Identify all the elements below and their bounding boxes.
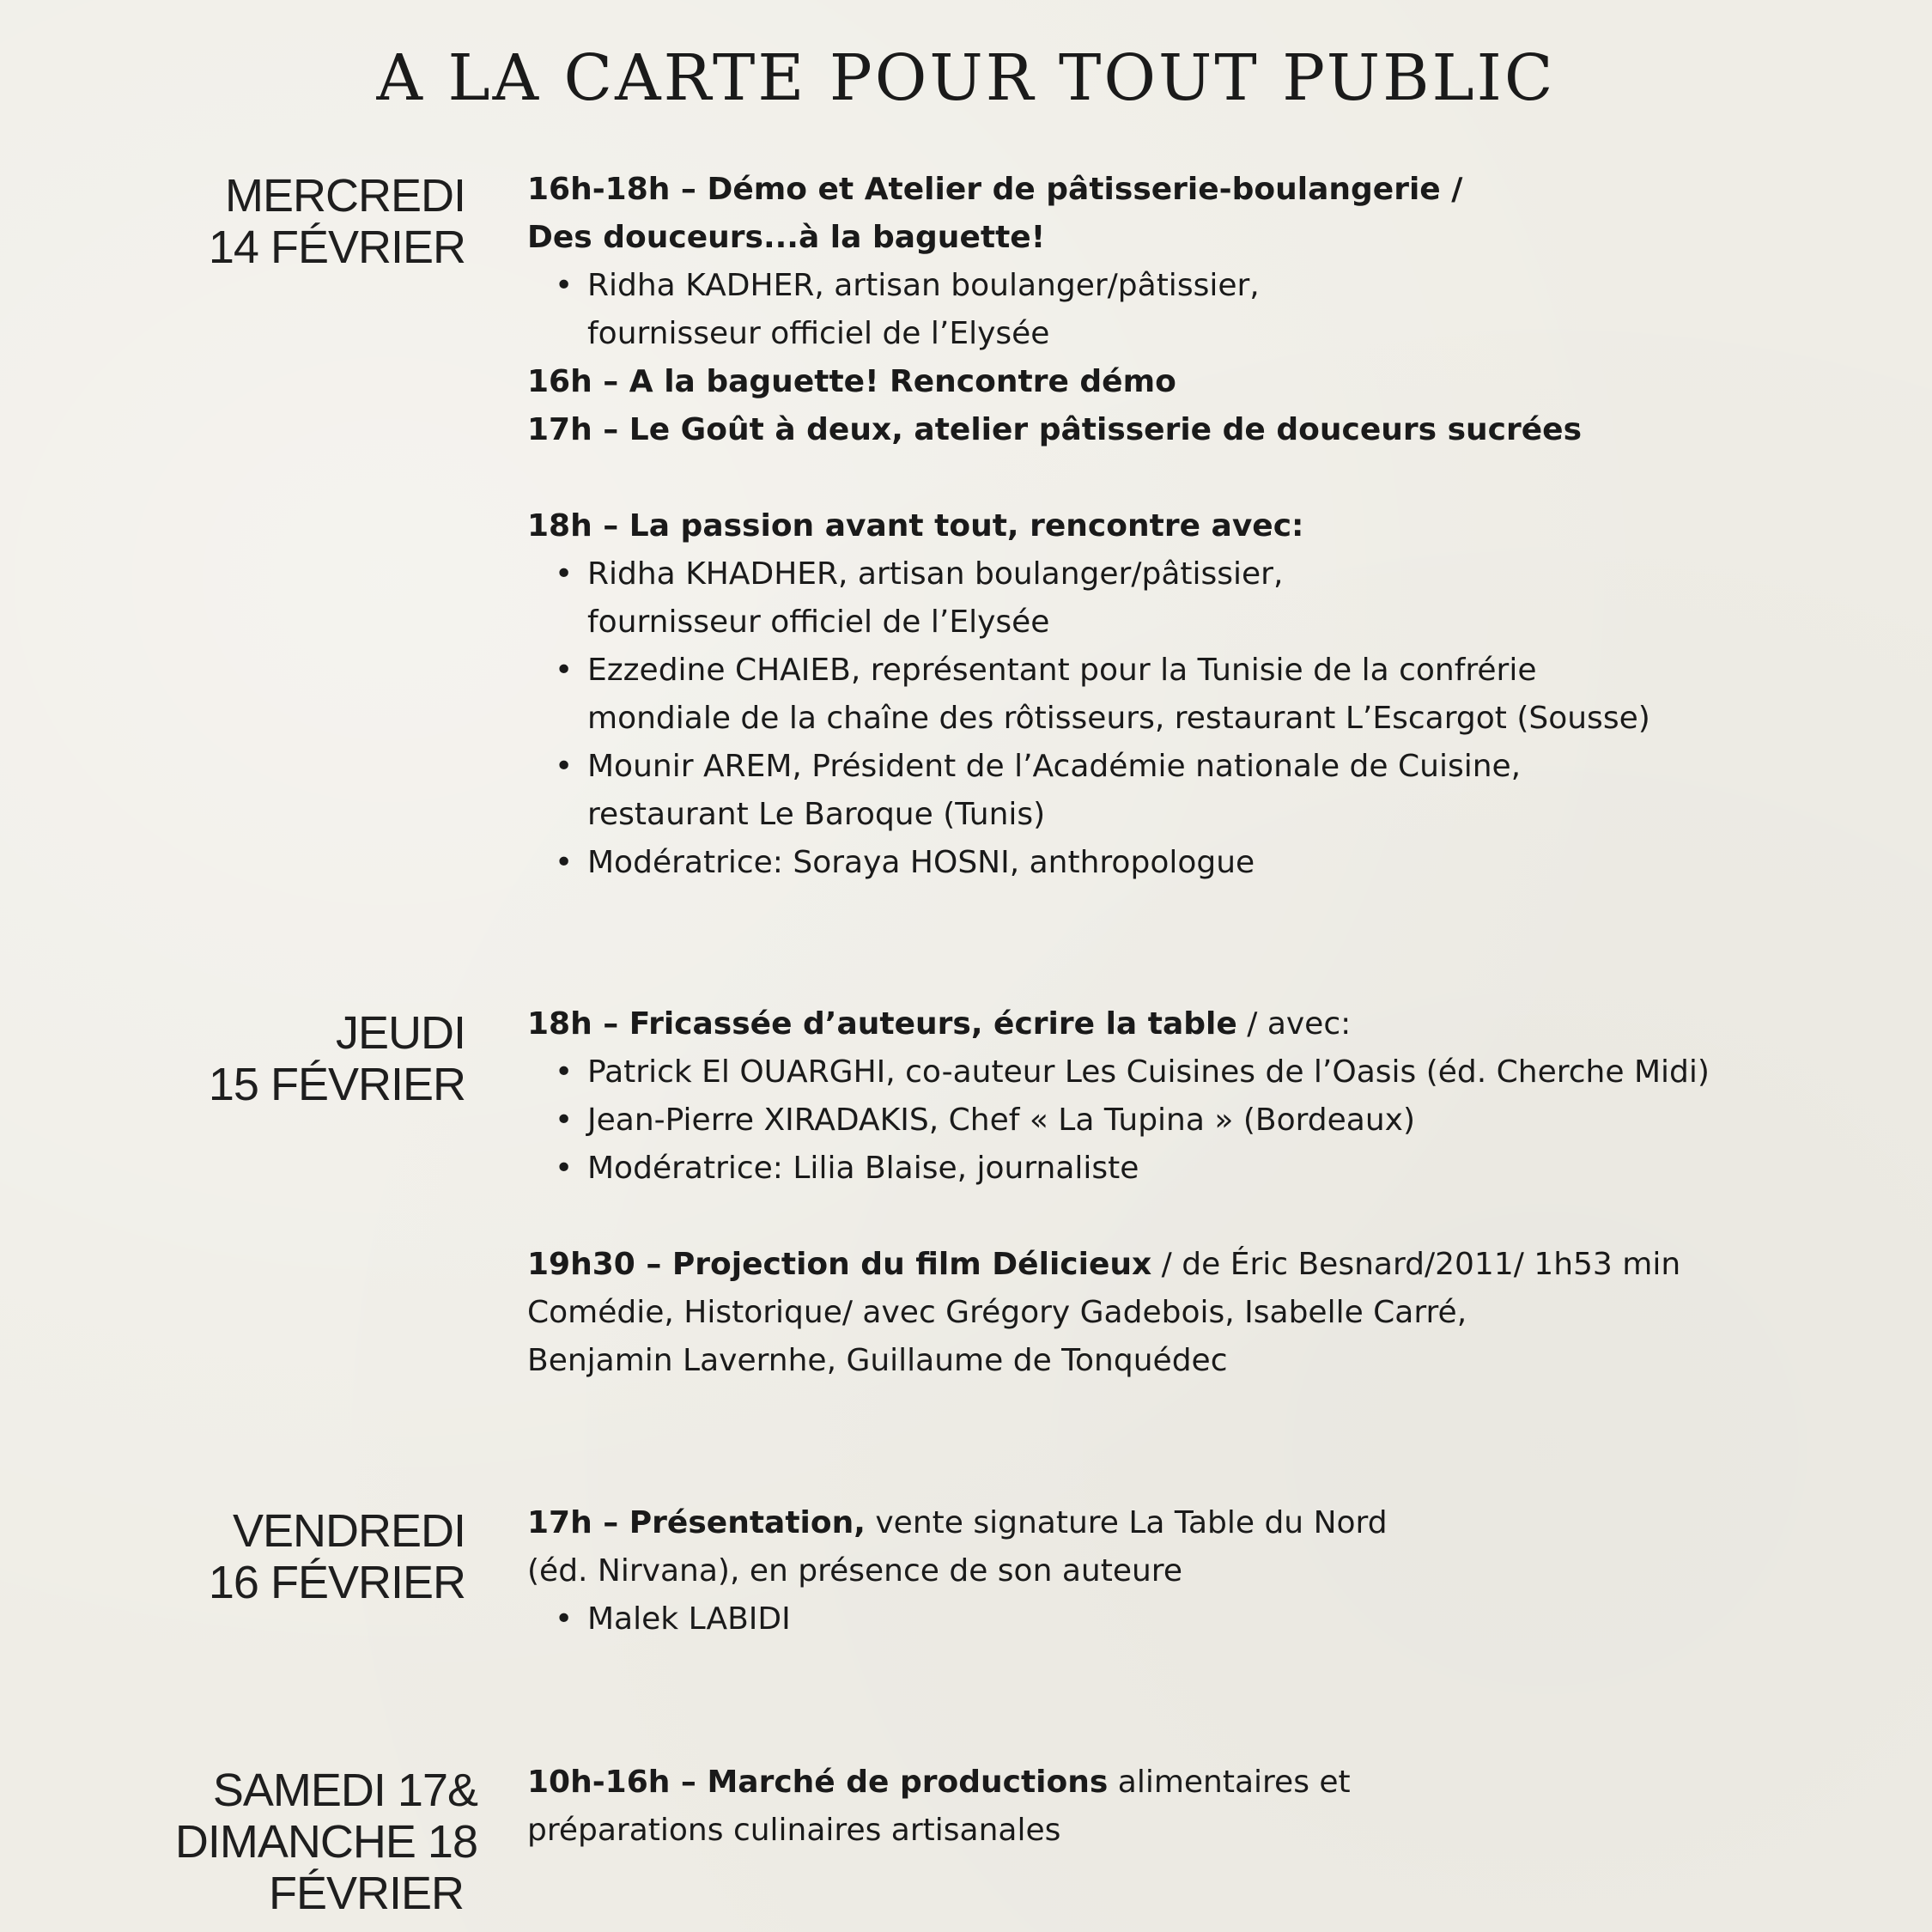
day-name: SAMEDI 17& <box>212 1765 477 1816</box>
participant-list <box>527 1048 1867 1193</box>
day-name: MERCREDI <box>224 170 465 222</box>
list-item <box>527 262 1867 358</box>
event-line <box>527 1499 1867 1547</box>
event-title: 19h30 – Projection du film Délicieux <box>527 1247 1152 1282</box>
schedule-thursday <box>527 1000 1867 1385</box>
participant-list <box>527 550 1867 887</box>
participant-text: Ridha KHADHER, artisan boulanger/pâtissier, <box>587 556 1284 592</box>
bullet-icon: • <box>555 1054 574 1090</box>
event-title: 18h – Fricassée d’auteurs, écrire la table <box>527 1006 1237 1042</box>
participant-text: Ezzedine CHAIEB, représentant pour la Tunisie de la confrérie <box>587 653 1537 688</box>
event-detail: Benjamin Lavernhe, Guillaume de Tonquédec <box>527 1343 1228 1378</box>
participant-text: Jean-Pierre XIRADAKIS, Chef « La Tupina » (Bordeaux) <box>587 1103 1416 1138</box>
day-date: 15 FÉVRIER <box>208 1059 465 1110</box>
event-title: 18h – La passion avant tout, rencontre avec: <box>527 508 1304 544</box>
schedule-wednesday <box>527 166 1867 887</box>
participant-text: fournisseur officiel de l’Elysée <box>587 316 1050 351</box>
event-detail: Comédie, Historique/ avec Grégory Gadebois, Isabelle Carré, <box>527 1295 1467 1330</box>
participant-text: Modératrice: Lilia Blaise, journaliste <box>587 1151 1139 1186</box>
event-title: 17h – Présentation, <box>527 1505 866 1540</box>
event-detail: / de Éric Besnard/2011/ 1h53 min <box>1151 1247 1681 1282</box>
page-title: A LA CARTE POUR TOUT PUBLIC <box>376 41 1556 115</box>
list-item <box>527 647 1867 743</box>
participant-text: restaurant Le Baroque (Tunis) <box>587 797 1046 832</box>
participant-text: Mounir AREM, Président de l’Académie nationale de Cuisine, <box>587 749 1522 784</box>
bullet-icon: • <box>555 1103 574 1138</box>
event-title: 10h-16h – Marché de productions <box>527 1765 1109 1800</box>
day-name: VENDREDI <box>232 1505 465 1557</box>
event-title: 16h – A la baguette! Rencontre démo <box>527 364 1176 399</box>
day-label-thursday <box>209 1007 465 1110</box>
event-detail: préparations culinaires artisanales <box>527 1813 1061 1848</box>
participant-list <box>527 262 1867 358</box>
list-item <box>527 1145 1867 1193</box>
bullet-icon: • <box>555 1601 574 1637</box>
event-detail: (éd. Nirvana), en présence de son auteure <box>527 1553 1182 1589</box>
list-item <box>527 1595 1867 1643</box>
participant-text: Patrick El OUARGHI, co-auteur Les Cuisines de l’Oasis (éd. Cherche Midi) <box>587 1054 1710 1090</box>
participant-text: Modératrice: Soraya HOSNI, anthropologue <box>587 845 1255 880</box>
event-line <box>527 1241 1867 1289</box>
bullet-icon: • <box>555 653 574 688</box>
bullet-icon: • <box>555 1151 574 1186</box>
participant-text: Ridha KADHER, artisan boulanger/pâtissier, <box>587 268 1260 303</box>
schedule-friday <box>527 1499 1867 1643</box>
participant-list <box>527 1595 1867 1643</box>
event-title: 16h-18h – Démo et Atelier de pâtisserie-boulangerie / <box>527 172 1463 207</box>
day-label-friday <box>209 1505 465 1608</box>
list-item <box>527 743 1867 839</box>
event-title: 17h – Le Goût à deux, atelier pâtisserie de douceurs sucrées <box>527 412 1582 447</box>
day-date: 16 FÉVRIER <box>208 1557 465 1608</box>
participant-text: Malek LABIDI <box>587 1601 791 1637</box>
day-date: FÉVRIER <box>268 1868 464 1919</box>
list-item <box>527 1097 1867 1145</box>
bullet-icon: • <box>555 268 574 303</box>
participant-text: mondiale de la chaîne des rôtisseurs, restaurant L’Escargot (Sousse) <box>587 701 1650 736</box>
list-item <box>527 1048 1867 1097</box>
list-item <box>527 839 1867 887</box>
list-item <box>527 550 1867 647</box>
day-name: DIMANCHE 18 <box>174 1816 477 1868</box>
day-label-weekend <box>175 1765 477 1919</box>
event-detail: / avec: <box>1236 1006 1352 1042</box>
event-detail: vente signature La Table du Nord <box>865 1505 1388 1540</box>
day-label-wednesday <box>209 170 465 273</box>
event-title: Des douceurs...à la baguette! <box>527 220 1046 255</box>
event-detail: alimentaires et <box>1108 1765 1351 1800</box>
event-line <box>527 1000 1867 1048</box>
schedule-weekend <box>527 1759 1867 1855</box>
event-line <box>527 1759 1867 1807</box>
day-name: JEUDI <box>335 1007 465 1059</box>
day-date: 14 FÉVRIER <box>208 222 465 273</box>
bullet-icon: • <box>555 845 574 880</box>
bullet-icon: • <box>555 749 574 784</box>
participant-text: fournisseur officiel de l’Elysée <box>587 605 1050 640</box>
bullet-icon: • <box>555 556 574 592</box>
